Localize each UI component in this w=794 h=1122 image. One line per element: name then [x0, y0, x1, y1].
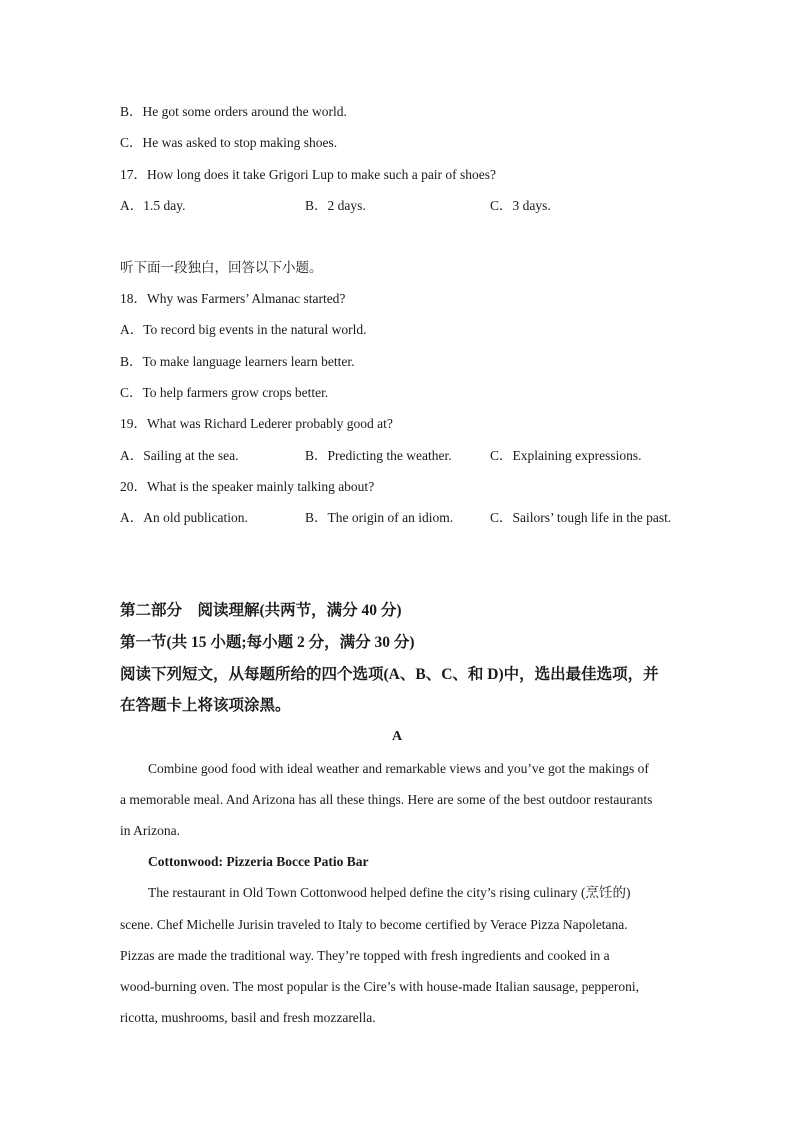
q19-option-c: C．Explaining expressions. [490, 448, 642, 463]
passage-label: A [391, 729, 403, 744]
passage-body-line: Pizzas are made the traditional way. They’re topped with fresh ingredients and cooked in a [120, 948, 610, 963]
q19-option-a: A．Sailing at the sea. [120, 448, 239, 463]
q16-option-b: B．He got some orders around the world. [120, 104, 347, 119]
q20-option-b: B．The origin of an idiom. [305, 510, 454, 525]
q18-stem: 18．Why was Farmers’ Almanac started? [120, 291, 346, 306]
q18-option-c: C．To help farmers grow crops better. [120, 385, 329, 400]
instructions-line-2: 在答题卡上将该项涂黑。 [120, 697, 291, 714]
q17-option-b: B．2 days. [305, 198, 366, 213]
q18-option-b: B．To make language learners learn better. [120, 354, 355, 369]
passage-body-line: The restaurant in Old Town Cottonwood helped define the city’s rising culinary (烹饪的) [148, 885, 631, 900]
passage-intro-line: a memorable meal. And Arizona has all these things. Here are some of the best outdoor restaurants [120, 792, 653, 807]
passage-body-line: ricotta, mushrooms, basil and fresh mozzarella. [120, 1010, 376, 1025]
q20-option-a: A．An old publication. [120, 510, 248, 525]
q20-stem: 20．What is the speaker mainly talking about? [120, 479, 375, 494]
q17-stem: 17．How long does it take Grigori Lup to make such a pair of shoes? [120, 167, 497, 182]
q18-option-a: A．To record big events in the natural world. [120, 322, 367, 337]
section-title: 第一节(共 15 小题;每小题 2 分，满分 30 分) [120, 634, 415, 651]
q17-option-c: C．3 days. [490, 198, 551, 213]
q19-option-b: B．Predicting the weather. [305, 448, 452, 463]
part-title: 第二部分 阅读理解(共两节，满分 40 分) [120, 602, 402, 619]
passage-body-line: wood-burning oven. The most popular is the Cire’s with house-made Italian sausage, pepperoni, [120, 979, 640, 994]
instructions-line-1: 阅读下列短文，从每题所给的四个选项(A、B、C、和 D)中，选出最佳选项，并 [120, 666, 659, 683]
q16-option-c: C．He was asked to stop making shoes. [120, 135, 338, 150]
passage-intro-line: Combine good food with ideal weather and remarkable views and you’ve got the makings of [148, 761, 649, 776]
q20-option-c: C．Sailors’ tough life in the past. [490, 510, 672, 525]
passage-intro-line: in Arizona. [120, 823, 180, 838]
monologue-instruction: 听下面一段独白，回答以下小题。 [120, 260, 323, 275]
q17-option-a: A．1.5 day. [120, 198, 186, 213]
restaurant-subheading: Cottonwood: Pizzeria Bocce Patio Bar [148, 854, 369, 869]
passage-body-line: scene. Chef Michelle Jurisin traveled to Italy to become certified by Verace Pizza Napoletana. [120, 917, 628, 932]
q19-stem: 19．What was Richard Lederer probably good at? [120, 416, 393, 431]
